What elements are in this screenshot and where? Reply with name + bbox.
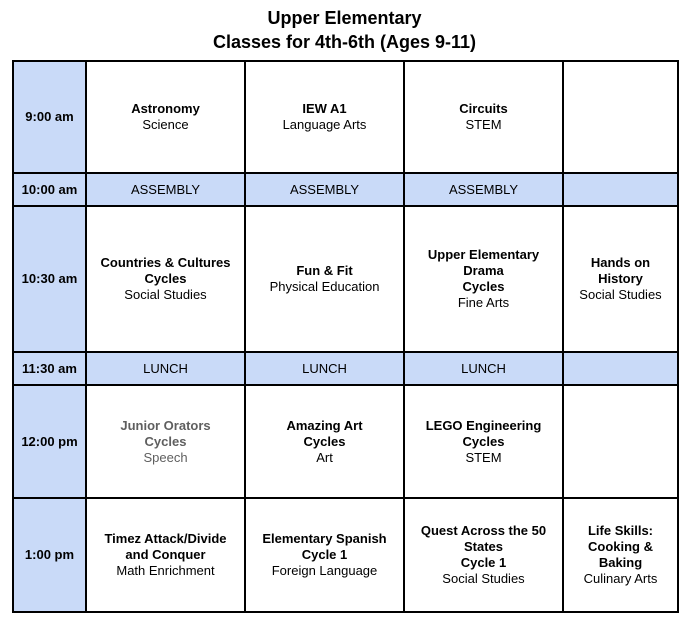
class-name: Life Skills: [587,523,654,538]
schedule-row-1130 [13,352,678,385]
class-cell [404,61,563,173]
assembly-cell: ASSEMBLY [404,173,563,206]
class-name-line-3: Baking [598,555,643,570]
class-name: Circuits [459,101,508,116]
class-subject: Social Studies [579,287,662,302]
class-name: LEGO Engineering [425,417,542,433]
empty-cell [563,61,678,173]
class-cell [245,206,404,352]
class-name-line-2: Cycles [144,271,187,286]
schedule-row-1000 [13,173,678,206]
class-name-line-2: Cycles [303,433,346,449]
class-cell [86,385,245,498]
lunch-cell: LUNCH [404,352,563,385]
class-name: Junior Orators [120,417,211,433]
time-cell: 11:30 am [13,352,86,385]
empty-cell [563,352,678,385]
class-cell [86,498,245,612]
class-subject: Art [316,449,333,465]
class-name: Fun & Fit [296,263,353,278]
time-cell: 10:30 am [13,206,86,352]
class-name-line-2: and Conquer [125,547,206,562]
class-name: Upper Elementary [427,247,540,262]
lunch-cell: LUNCH [86,352,245,385]
class-cell [86,206,245,352]
class-name: Timez Attack/Divide [104,531,227,546]
class-subject: Culinary Arts [583,571,658,586]
class-cell [404,206,563,352]
class-name-line-2: Cycles [144,433,187,449]
class-cell [404,498,563,612]
class-cell [245,498,404,612]
class-subject: Foreign Language [271,563,378,578]
class-cell [86,61,245,173]
assembly-cell: ASSEMBLY [245,173,404,206]
title-line-2: Classes for 4th-6th (Ages 9-11) [212,32,477,52]
class-name-line-2: History [598,271,643,286]
class-name: Amazing Art [286,417,363,433]
time-cell: 10:00 am [13,173,86,206]
title-line-1: Upper Elementary [267,8,422,28]
lunch-cell: LUNCH [245,352,404,385]
class-subject: Social Studies [124,287,207,302]
time-cell: 12:00 pm [13,385,86,498]
class-name-line-2: Cooking & [588,539,653,554]
class-name-line-3: Cycles [462,279,505,294]
schedule-row-0900 [13,61,678,173]
time-cell: 1:00 pm [13,498,86,612]
page-title [0,6,689,54]
class-name: Astronomy [131,101,200,116]
schedule-row-0100 [13,498,678,612]
empty-cell [563,385,678,498]
class-cell [404,385,563,498]
class-cell [563,206,678,352]
empty-cell [563,173,678,206]
class-name: IEW A1 [302,101,347,116]
class-subject: Physical Education [269,279,380,294]
class-subject: Math Enrichment [116,563,215,578]
class-name: Hands on [590,255,651,270]
class-name-line-3: Cycle 1 [460,555,507,570]
class-name: Countries & Cultures [100,255,231,270]
class-subject: Language Arts [282,117,367,132]
schedule-row-1030 [13,206,678,352]
time-cell: 9:00 am [13,61,86,173]
class-subject: Social Studies [442,571,525,586]
class-name-line-2: Cycles [462,433,505,449]
assembly-cell: ASSEMBLY [86,173,245,206]
class-cell [563,498,678,612]
class-name-line-2: Drama [463,263,504,278]
class-name-line-2: States [463,539,504,554]
class-subject: Speech [143,449,188,465]
class-name-line-2: Cycle 1 [301,547,348,562]
class-subject: STEM [465,117,502,132]
schedule-row-1200 [13,385,678,498]
class-name: Elementary Spanish [262,531,387,546]
class-cell [245,61,404,173]
class-subject: Fine Arts [457,295,510,310]
class-subject: Science [142,117,189,132]
class-subject: STEM [465,449,502,465]
class-name: Quest Across the 50 [420,523,547,538]
schedule-table [12,60,679,613]
class-cell [245,385,404,498]
